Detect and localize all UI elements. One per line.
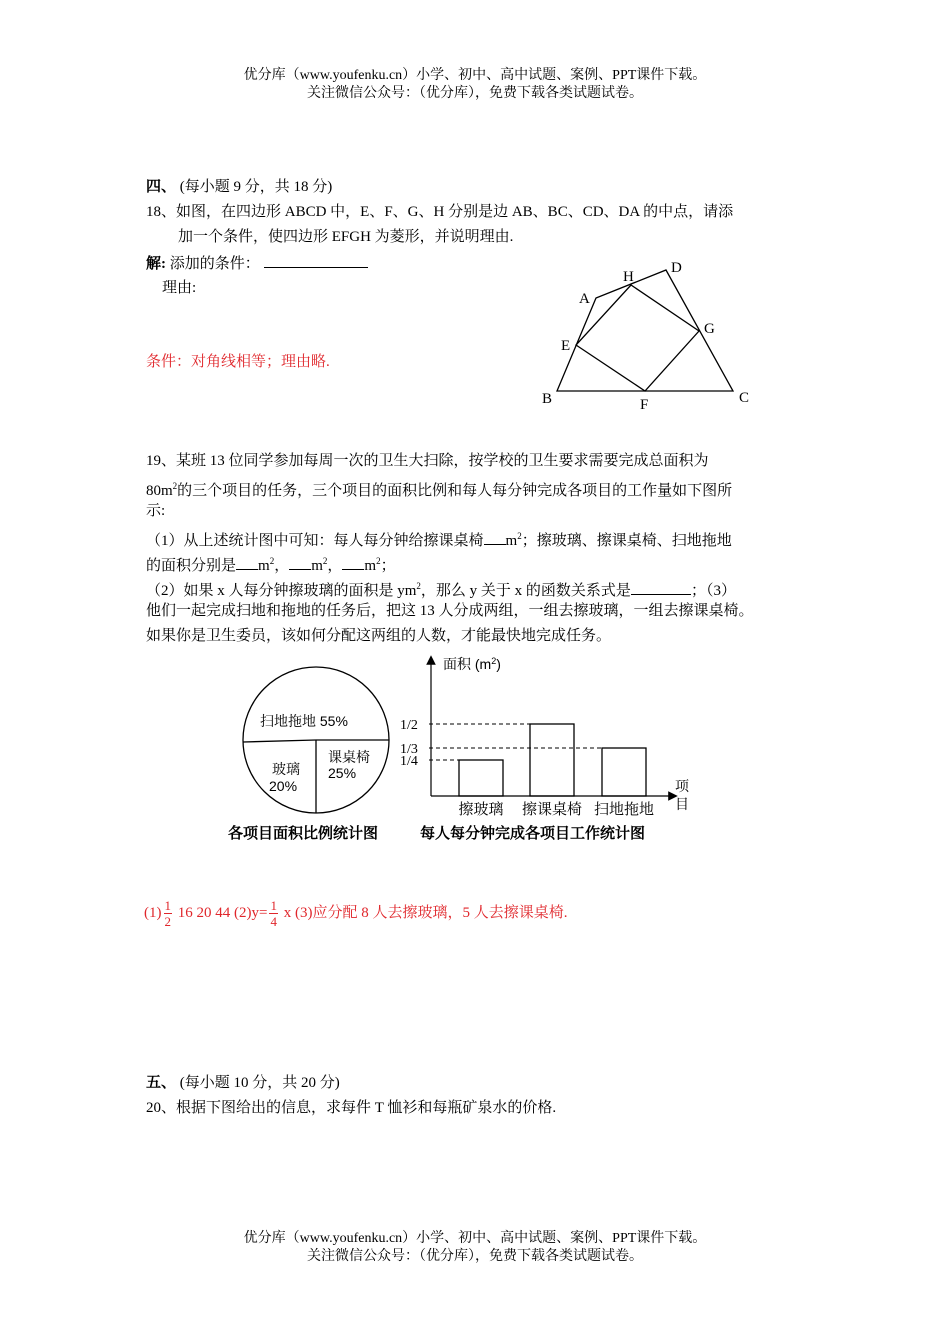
q18-condition-blank — [264, 253, 368, 268]
q19-blank-function — [631, 580, 691, 595]
pie-label-desk-line1: 课桌椅 — [328, 749, 370, 765]
q19-line3: 示: — [146, 503, 166, 519]
pie-label-glass-line1: 玻璃 — [272, 761, 300, 777]
x-axis-label-line2: 目 — [675, 796, 689, 812]
q19-blank-desk — [484, 530, 506, 545]
pie-chart — [236, 660, 406, 820]
pie-label-desk-line2: 25% — [328, 765, 357, 781]
q19-line4-c: ；擦玻璃、擦课桌椅、扫地拖地 — [521, 533, 732, 549]
label-b: B — [542, 391, 553, 407]
q18-quadrilateral-figure — [530, 250, 770, 420]
q19-line4-unit: m — [505, 533, 518, 549]
y-axis-label: 面积 $(m^2)$ — [443, 656, 501, 672]
label-g: G — [704, 321, 715, 337]
x-tick-label: 扫地拖地 — [593, 802, 655, 818]
q19-line7: 他们一起完成扫地和拖地的任务后，把这 13 人分成两组，一组去擦玻璃，一组去擦课桌椅。 — [146, 603, 754, 619]
q19-blank-desk-area — [289, 555, 311, 570]
fraction-numerator: 1 — [270, 898, 277, 913]
q19-answer-p1: (1) — [144, 904, 162, 921]
q18-line1: 18、如图，在四边形 ABCD 中，E、F、G、H 分别是边 AB、BC、CD、DA 的中点，请添 — [146, 204, 734, 220]
label-a: A — [579, 291, 590, 307]
q19-line5-sup2: 2 — [322, 556, 328, 566]
q19-line4 — [146, 526, 732, 551]
q20-line1: 20、根据下图给出的信息，求每件 T 恤衫和每瓶矿泉水的价格. — [146, 1100, 557, 1116]
q19-line2-b: 的三个项目的任务，三个项目的面积比例和每人每分钟完成各项目的工作量如下图所 — [177, 483, 733, 499]
q19-answer-p2: 16 20 44 (2)y= — [174, 904, 268, 921]
q19-line5-a: 的面积分别是 — [146, 558, 237, 574]
q18-line2: 加一个条件，使四边形 EFGH 为菱形，并说明理由. — [178, 229, 514, 245]
pie-label-glass-line2: 20% — [269, 778, 298, 794]
bar — [530, 724, 574, 796]
q19-blank-glass — [236, 555, 258, 570]
section4-heading — [146, 177, 332, 197]
q19-line6-c: ；（3） — [690, 583, 736, 599]
q19-line5-sup3: 2 — [376, 556, 381, 566]
fraction-one-half — [164, 898, 173, 929]
page-footer-line1: 优分库（www.youfenku.cn）小学、初中、高中试题、案例、PPT课件下载。 — [243, 1231, 707, 1246]
page-header-line1: 优分库（www.youfenku.cn）小学、初中、高中试题、案例、PPT课件下载。 — [243, 68, 707, 83]
label-e: E — [561, 338, 571, 354]
q18-condition-label: 添加的条件： — [169, 256, 260, 272]
section4-title: 四、 — [146, 179, 177, 195]
pie-divider-left — [243, 740, 316, 742]
q18-solution-label: 解: — [146, 256, 166, 272]
fraction-denominator: 4 — [270, 914, 277, 929]
q19-line5-unit2: m — [311, 558, 323, 574]
x-tick-label: 擦玻璃 — [458, 802, 504, 818]
bar-series — [400, 718, 654, 818]
bar-chart-title: 每人每分钟完成各项目工作统计图 — [420, 826, 646, 842]
q19-line1: 19、某班 13 位同学参加每周一次的卫生大扫除，按学校的卫生要求需要完成总面积为 — [146, 453, 709, 469]
bar — [602, 748, 646, 796]
q18-solution — [146, 253, 368, 274]
pie-chart-title: 各项目面积比例统计图 — [228, 826, 379, 842]
q19-line5 — [146, 551, 396, 576]
section4-note: (每小题 9 分，共 18 分) — [179, 179, 333, 195]
q19-line4-sup: 2 — [517, 531, 522, 541]
q18-reason-label: 理由: — [162, 280, 197, 296]
fraction-one-quarter — [269, 898, 278, 929]
q19-blank-floor — [342, 555, 364, 570]
q19-line6-b: ，那么 y 关于 x 的函数关系式是 — [420, 583, 631, 599]
q19-line5-sup1: 2 — [269, 556, 275, 566]
q19-line6-sup: 2 — [416, 581, 421, 591]
bar — [459, 760, 503, 796]
q19-line6-a: （2）如果 x 人每分钟擦玻璃的面积是 ym — [146, 583, 417, 599]
y-tick-label: 1/3 — [400, 742, 418, 758]
q19-answer-p3: x (3)应分配 8 人去擦玻璃，5 人去擦课桌椅. — [279, 904, 568, 921]
pie-label-floor: 扫地拖地 55% — [260, 713, 348, 729]
q19-line2 — [146, 476, 732, 501]
y-tick-label: 1/2 — [400, 718, 418, 733]
q19-line5-end: ； — [380, 558, 396, 574]
q19-line5-unit1: m — [258, 558, 270, 574]
x-tick-label: 擦课桌椅 — [521, 802, 583, 818]
label-d: D — [671, 260, 682, 276]
page-header-line2: 关注微信公众号：（优分库），免费下载各类试题试卷。 — [307, 86, 643, 101]
fraction-denominator: 2 — [164, 914, 171, 929]
q19-line5-unit3: m — [364, 558, 377, 574]
label-c: C — [739, 390, 750, 406]
bar-chart — [395, 650, 700, 825]
q19-line8: 如果你是卫生委员，该如何分配这两组的人数，才能最快地完成任务。 — [146, 628, 612, 644]
q19-answer — [144, 898, 567, 929]
label-h: H — [623, 269, 634, 285]
section5-heading — [146, 1073, 340, 1093]
q18-answer: 条件：对角线相等；理由略. — [146, 354, 330, 370]
y-tick-label: 1/4 — [400, 754, 418, 769]
q19-line4-a: （1）从上述统计图中可知：每人每分钟给擦课桌椅 — [146, 533, 484, 549]
page-footer-line2: 关注微信公众号：（优分库），免费下载各类试题试卷。 — [307, 1249, 643, 1264]
fraction-numerator: 1 — [164, 898, 171, 913]
q19-line5-sep2: ， — [327, 558, 343, 574]
q19-line2-a: 80m — [146, 483, 173, 499]
q19-line2-sup: 2 — [172, 481, 178, 491]
section5-title: 五、 — [146, 1075, 177, 1091]
label-f: F — [640, 397, 649, 413]
q19-line6 — [146, 576, 736, 601]
x-axis-label-line1: 项 — [675, 778, 689, 794]
section5-note: (每小题 10 分，共 20 分) — [179, 1075, 340, 1091]
q19-line5-sep1: ， — [274, 558, 290, 574]
